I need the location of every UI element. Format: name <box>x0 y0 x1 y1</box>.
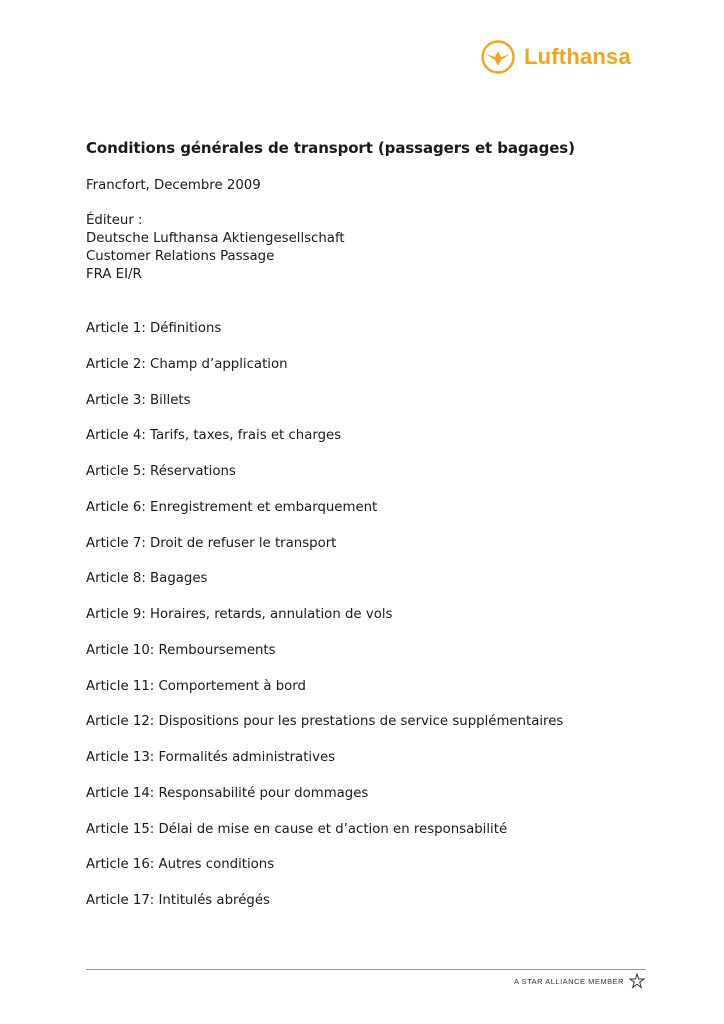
article-3: Article 3: Billets <box>86 393 191 408</box>
publisher-company: Deutsche Lufthansa Aktiengesellschaft <box>86 231 345 246</box>
article-11: Article 11: Comportement à bord <box>86 679 306 694</box>
crane-icon <box>480 39 516 75</box>
publisher-code: FRA EI/R <box>86 267 142 282</box>
article-12: Article 12: Dispositions pour les prestations de service supplémentaires <box>86 714 564 729</box>
place-date: Francfort, Decembre 2009 <box>86 178 261 193</box>
footer-divider <box>86 969 646 970</box>
article-1: Article 1: Définitions <box>86 321 222 336</box>
star-alliance-icon <box>628 973 646 989</box>
article-14: Article 14: Responsabilité pour dommages <box>86 786 369 801</box>
document-title: Conditions générales de transport (passagers et bagages) <box>86 139 575 157</box>
publisher-department: Customer Relations Passage <box>86 249 275 264</box>
article-2: Article 2: Champ d’application <box>86 357 288 372</box>
star-alliance-text: A STAR ALLIANCE MEMBER <box>513 976 624 986</box>
article-6: Article 6: Enregistrement et embarquement <box>86 500 378 515</box>
article-15: Article 15: Délai de mise en cause et d’action en responsabilité <box>86 822 508 837</box>
article-5: Article 5: Réservations <box>86 464 236 479</box>
publisher-label: Éditeur : <box>86 213 143 228</box>
article-4: Article 4: Tarifs, taxes, frais et charges <box>86 428 342 443</box>
article-10: Article 10: Remboursements <box>86 643 276 658</box>
brand-name: Lufthansa <box>524 44 631 69</box>
lufthansa-logo <box>480 39 631 75</box>
article-8: Article 8: Bagages <box>86 571 208 586</box>
article-13: Article 13: Formalités administratives <box>86 750 336 765</box>
footer <box>514 972 646 990</box>
article-9: Article 9: Horaires, retards, annulation de vols <box>86 607 393 622</box>
article-16: Article 16: Autres conditions <box>86 857 275 872</box>
article-17: Article 17: Intitulés abrégés <box>86 893 270 908</box>
article-7: Article 7: Droit de refuser le transport <box>86 536 337 551</box>
